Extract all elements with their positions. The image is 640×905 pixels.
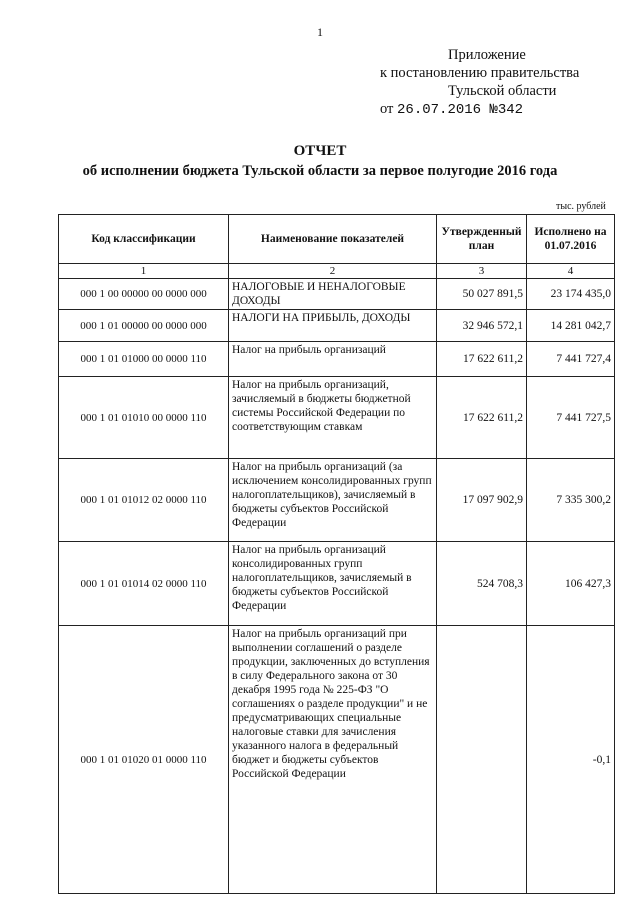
appendix-line-2: к постановлению правительства	[380, 65, 580, 81]
plan-cell: 17 097 902,9	[437, 459, 527, 542]
column-index-cell: 2	[229, 264, 437, 279]
appendix-block	[380, 46, 630, 119]
column-index-cell: 4	[527, 264, 615, 279]
code-cell: 000 1 01 01000 00 0000 110	[59, 342, 229, 377]
done-cell: 7 335 300,2	[527, 459, 615, 542]
header-done: Исполнено на 01.07.2016	[527, 215, 615, 264]
name-cell: Налог на прибыль организаций	[229, 342, 437, 377]
table-row	[59, 310, 615, 342]
header-plan: Утвержденный план	[437, 215, 527, 264]
name-cell: НАЛОГИ НА ПРИБЫЛЬ, ДОХОДЫ	[229, 310, 437, 342]
table-row	[59, 626, 615, 894]
page-number: 1	[317, 25, 323, 39]
document-title: ОТЧЕТ	[293, 143, 347, 159]
header-code: Код классификации	[59, 215, 229, 264]
plan-cell	[437, 626, 527, 894]
table-row	[59, 542, 615, 626]
done-cell: 23 174 435,0	[527, 279, 615, 310]
name-cell: Налог на прибыль организаций, зачисляемый в бюджеты бюджетной системы Российской Федерации по соответствующим ставкам	[229, 377, 437, 459]
code-cell: 000 1 00 00000 00 0000 000	[59, 279, 229, 310]
plan-cell: 524 708,3	[437, 542, 527, 626]
code-cell: 000 1 01 01012 02 0000 110	[59, 459, 229, 542]
table-row	[59, 377, 615, 459]
code-cell: 000 1 01 01014 02 0000 110	[59, 542, 229, 626]
plan-cell: 17 622 611,2	[437, 377, 527, 459]
plan-cell: 50 027 891,5	[437, 279, 527, 310]
done-cell: 7 441 727,5	[527, 377, 615, 459]
done-cell: -0,1	[527, 626, 615, 894]
name-cell: Налог на прибыль организаций консолидированных групп налогоплательщиков, зачисляемый в бюджеты субъектов Российской Федерации	[229, 542, 437, 626]
appendix-line-1: Приложение	[448, 47, 526, 63]
appendix-date-prefix: от	[380, 101, 394, 117]
plan-cell: 17 622 611,2	[437, 342, 527, 377]
column-index-row	[59, 264, 615, 279]
plan-cell: 32 946 572,1	[437, 310, 527, 342]
done-cell: 14 281 042,7	[527, 310, 615, 342]
table-row	[59, 342, 615, 377]
header-name: Наименование показателей	[229, 215, 437, 264]
budget-table	[58, 214, 615, 894]
column-index-cell: 1	[59, 264, 229, 279]
done-cell: 7 441 727,4	[527, 342, 615, 377]
name-cell: НАЛОГОВЫЕ И НЕНАЛОГОВЫЕ ДОХОДЫ	[229, 279, 437, 310]
column-index-cell: 3	[437, 264, 527, 279]
appendix-line-4	[380, 100, 630, 119]
appendix-line-3: Тульской области	[448, 83, 557, 99]
code-cell: 000 1 01 01020 01 0000 110	[59, 626, 229, 894]
header-row	[59, 215, 615, 264]
name-cell: Налог на прибыль организаций при выполнении соглашений о разделе продукции, заключенных до вступления в силу Федерального закона от 30 декабря 1995 года № 225-ФЗ "О соглашениях о разделе продукции" и не предусматривающих специальные налоговые ставки для зачисления указанного налога в федеральный бюджет и бюджеты субъектов Российской Федерации	[229, 626, 437, 894]
name-cell: Налог на прибыль организаций (за исключением консолидированных групп налогоплательщиков), зачисляемый в бюджеты субъектов Российской Федерации	[229, 459, 437, 542]
code-cell: 000 1 01 00000 00 0000 000	[59, 310, 229, 342]
document-subtitle: об исполнении бюджета Тульской области за первое полугодие 2016 года	[82, 163, 558, 179]
table-row	[59, 279, 615, 310]
done-cell: 106 427,3	[527, 542, 615, 626]
units-label: тыс. рублей	[556, 201, 606, 212]
table-row	[59, 459, 615, 542]
appendix-date-number: 26.07.2016 №342	[397, 102, 524, 118]
code-cell: 000 1 01 01010 00 0000 110	[59, 377, 229, 459]
